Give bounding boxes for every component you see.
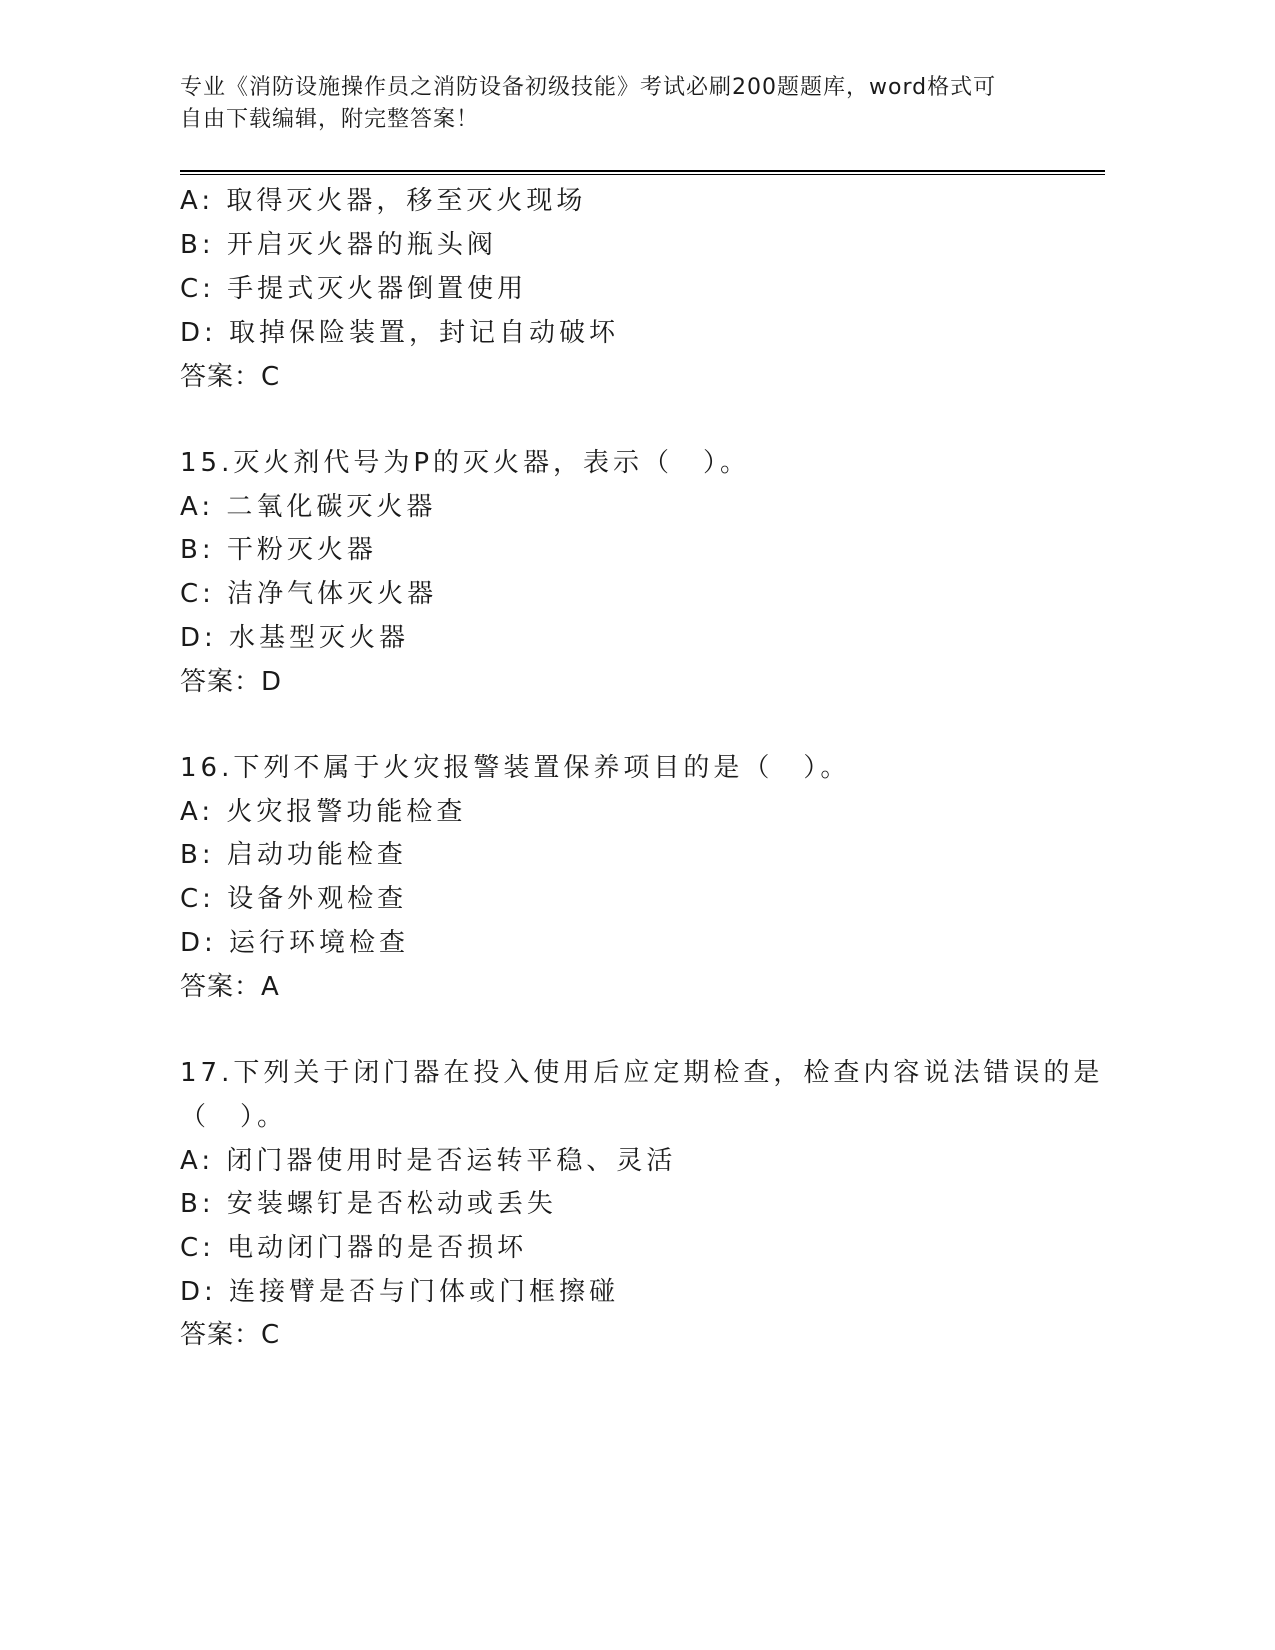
q15-option-c: C: 洁净气体灭火器 — [180, 579, 438, 609]
q17-option-d: D: 连接臂是否与门体或门框擦碰 — [180, 1277, 620, 1307]
q15-question: 15.灭火剂代号为P的灭火器，表示（ ）。 — [180, 448, 751, 478]
header-divider — [180, 170, 1105, 175]
q14-option-d: D: 取掉保险装置，封记自动破坏 — [180, 318, 620, 348]
q15-option-a: A: 二氧化碳灭火器 — [180, 492, 437, 522]
q17-question-line-2: （ ）。 — [180, 1102, 288, 1132]
document-header — [180, 72, 1060, 136]
q14-option-c: C: 手提式灭火器倒置使用 — [180, 274, 528, 304]
q16-option-a: A: 火灾报警功能检查 — [180, 797, 467, 827]
q17-answer: 答案：C — [180, 1320, 281, 1350]
q14-option-a: A: 取得灭火器，移至灭火现场 — [180, 186, 587, 216]
q16-answer: 答案：A — [180, 972, 280, 1002]
q17-option-b: B: 安装螺钉是否松动或丢失 — [180, 1189, 557, 1219]
q16-question: 16.下列不属于火灾报警装置保养项目的是（ ）。 — [180, 753, 851, 783]
q15-option-d: D: 水基型灭火器 — [180, 623, 410, 653]
q15-option-b: B: 干粉灭火器 — [180, 535, 377, 565]
q16-option-b: B: 启动功能检查 — [180, 840, 407, 870]
q17-question-line-1: 17.下列关于闭门器在投入使用后应定期检查，检查内容说法错误的是 — [180, 1058, 1104, 1088]
q14-answer: 答案：C — [180, 362, 281, 392]
q17-option-a: A: 闭门器使用时是否运转平稳、灵活 — [180, 1146, 677, 1176]
q16-option-d: D: 运行环境检查 — [180, 928, 410, 958]
q14-option-b: B: 开启灭火器的瓶头阀 — [180, 230, 497, 260]
header-line-1: 专业《消防设施操作员之消防设备初级技能》考试必刷200题题库，word格式可 — [180, 75, 997, 100]
q16-option-c: C: 设备外观检查 — [180, 884, 408, 914]
header-line-2: 自由下载编辑，附完整答案！ — [180, 107, 480, 132]
q15-answer: 答案：D — [180, 667, 283, 697]
q17-option-c: C: 电动闭门器的是否损坏 — [180, 1233, 528, 1263]
